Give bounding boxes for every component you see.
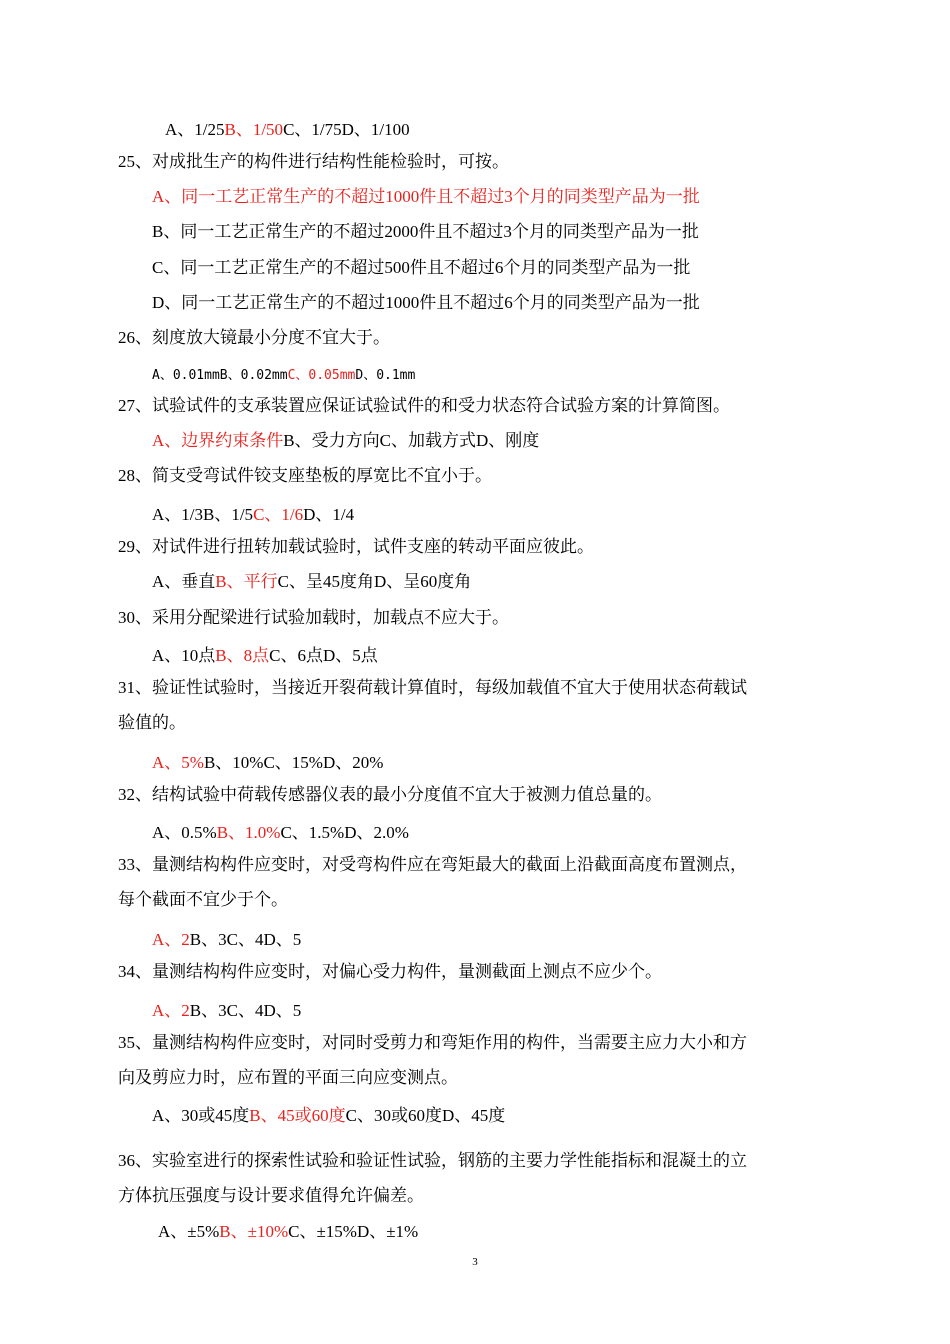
question-line xyxy=(118,960,662,984)
text-segment: C、1/75D、1/100 xyxy=(283,120,410,139)
text-segment: A、垂直 xyxy=(152,572,216,591)
text-segment: 向及剪应力时，应布置的平面三向应变测点。 xyxy=(118,1068,458,1087)
text-segment: 33、量测结构构件应变时，对受弯构件应在弯矩最大的截面上沿截面高度布置测点， xyxy=(118,855,747,874)
question-line xyxy=(118,783,662,807)
option-line xyxy=(152,751,383,775)
text-segment: 31、验证性试验时，当接近开裂荷载计算值时，每级加载值不宜大于使用状态荷载试 xyxy=(118,678,747,697)
question-line xyxy=(118,1184,424,1208)
text-segment: 29、对试件进行扭转加载试验时，试件支座的转动平面应彼此。 xyxy=(118,537,594,556)
text-segment: 30、采用分配梁进行试验加载时，加载点不应大于。 xyxy=(118,608,509,627)
text-segment: 25、对成批生产的构件进行结构性能检验时，可按。 xyxy=(118,152,509,171)
question-line xyxy=(118,150,509,174)
text-segment: A、10点 xyxy=(152,646,216,665)
option-line xyxy=(158,1220,418,1244)
text-segment: A、0.01mmB、0.02mm xyxy=(152,368,288,383)
text-segment: 35、量测结构构件应变时，对同时受剪力和弯矩作用的构件，当需要主应力大小和方 xyxy=(118,1033,747,1052)
text-segment: C、呈45度角D、呈60度角 xyxy=(277,572,472,591)
question-line xyxy=(118,606,509,630)
option-line xyxy=(152,364,415,388)
text-segment: A、±5% xyxy=(158,1222,220,1241)
answer-text: B、45或60度 xyxy=(249,1106,346,1125)
text-segment: C、30或60度D、45度 xyxy=(345,1106,506,1125)
answer-text: B、8点 xyxy=(215,646,270,665)
answer-text: A、2 xyxy=(152,1001,190,1020)
question-line xyxy=(118,711,186,735)
text-segment: B、3C、4D、5 xyxy=(189,1001,302,1020)
question-line xyxy=(118,1031,747,1055)
answer-text: C、1/6 xyxy=(253,505,304,524)
answer-text: A、2 xyxy=(152,930,190,949)
answer-text: B、±10% xyxy=(219,1222,289,1241)
answer-text: A、边界约束条件 xyxy=(152,431,284,450)
text-segment: A、1/25 xyxy=(165,120,225,139)
text-segment: A、1/3B、1/5 xyxy=(152,505,254,524)
question-line xyxy=(118,888,288,912)
question-line xyxy=(118,853,747,877)
text-segment: C、6点D、5点 xyxy=(269,646,378,665)
option-line xyxy=(152,220,699,244)
text-segment: 34、量测结构构件应变时，对偏心受力构件，量测截面上测点不应少个。 xyxy=(118,962,662,981)
question-line xyxy=(118,1066,458,1090)
text-segment: 32、结构试验中荷载传感器仪表的最小分度值不宜大于被测力值总量的。 xyxy=(118,785,662,804)
text-segment: C、1.5%D、2.0% xyxy=(280,823,409,842)
option-line xyxy=(152,256,690,280)
answer-text: B、1.0% xyxy=(216,823,281,842)
option-line xyxy=(152,429,539,453)
question-line xyxy=(118,464,492,488)
text-segment: 26、刻度放大镜最小分度不宜大于。 xyxy=(118,328,390,347)
option-line xyxy=(152,1104,505,1128)
option-line xyxy=(152,644,378,668)
text-segment: C、同一工艺正常生产的不超过500件且不超过6个月的同类型产品为一批 xyxy=(152,258,691,277)
text-segment: B、受力方向C、加载方式D、刚度 xyxy=(283,431,540,450)
question-line xyxy=(118,326,390,350)
answer-text: A、5% xyxy=(152,753,204,772)
page-number: 3 xyxy=(472,1256,478,1268)
text-segment: 每个截面不宜少于个。 xyxy=(118,890,288,909)
option-line xyxy=(165,118,410,142)
option-line xyxy=(152,503,354,527)
text-segment: B、同一工艺正常生产的不超过2000件且不超过3个月的同类型产品为一批 xyxy=(152,222,699,241)
answer-text: B、1/50 xyxy=(224,120,284,139)
text-segment: 36、实验室进行的探索性试验和验证性试验，钢筋的主要力学性能指标和混凝土的立 xyxy=(118,1151,747,1170)
answer-text: A、同一工艺正常生产的不超过1000件且不超过3个月的同类型产品为一批 xyxy=(152,187,700,206)
question-line xyxy=(118,394,730,418)
text-segment: 方体抗压强度与设计要求值得允许偏差。 xyxy=(118,1186,424,1205)
text-segment: B、10%C、15%D、20% xyxy=(203,753,384,772)
answer-text: B、平行 xyxy=(215,572,278,591)
question-line xyxy=(118,676,747,700)
option-line xyxy=(152,821,409,845)
text-segment: A、0.5% xyxy=(152,823,217,842)
text-segment: 28、简支受弯试件铰支座垫板的厚宽比不宜小于。 xyxy=(118,466,492,485)
answer-text: C、0.05mm xyxy=(287,368,356,383)
text-segment: B、3C、4D、5 xyxy=(189,930,302,949)
option-line xyxy=(152,928,301,952)
text-segment: A、30或45度 xyxy=(152,1106,250,1125)
question-line xyxy=(118,535,594,559)
text-segment: 27、试验试件的支承装置应保证试验试件的和受力状态符合试验方案的计算简图。 xyxy=(118,396,730,415)
option-line xyxy=(152,291,700,315)
option-line xyxy=(152,999,301,1023)
option-line xyxy=(152,570,471,594)
text-segment: D、0.1mm xyxy=(355,368,416,383)
text-segment: D、1/4 xyxy=(303,505,355,524)
text-segment: C、±15%D、±1% xyxy=(288,1222,419,1241)
text-segment: D、同一工艺正常生产的不超过1000件且不超过6个月的同类型产品为一批 xyxy=(152,293,700,312)
option-line xyxy=(152,185,700,209)
text-segment: 验值的。 xyxy=(118,713,186,732)
question-line xyxy=(118,1149,747,1173)
